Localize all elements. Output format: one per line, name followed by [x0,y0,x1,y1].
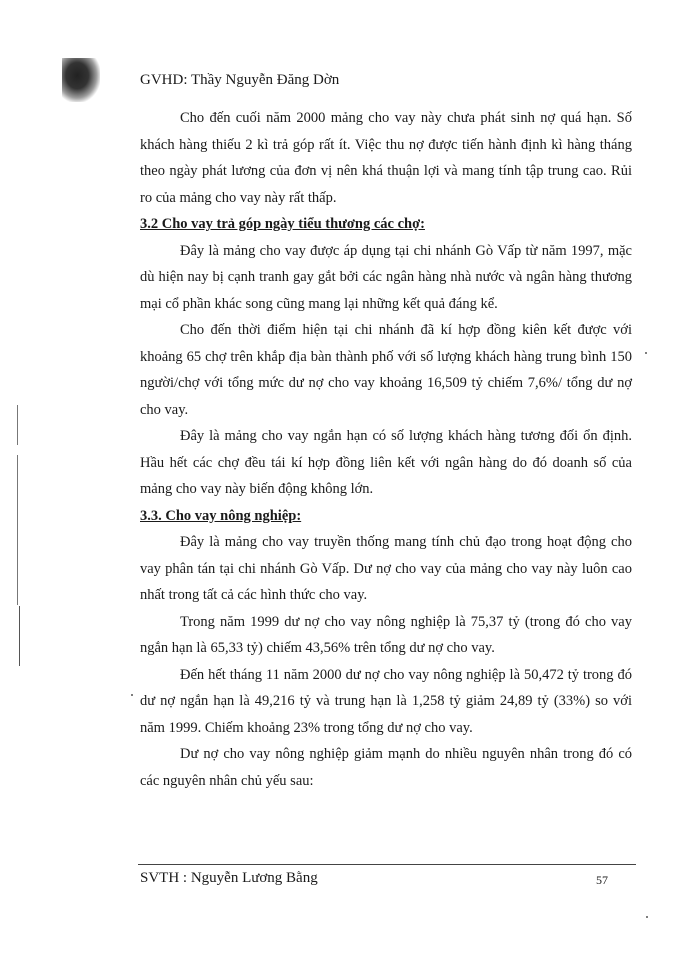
paragraph: Đến hết tháng 11 năm 2000 dư nợ cho vay nông nghiệp là 50,472 tỷ trong đó dư nợ ngắn hạn là 49,216 tỷ và trung hạn là 1,258 tỷ giảm 24,89 tỷ (33%) so với năm 1999. Chiếm khoảng 23% trong tổng dư nợ cho vay. [140,666,632,736]
paragraph: Dư nợ cho vay nông nghiệp giảm mạnh do nhiều nguyên nhân trong đó có các nguyên nhân chủ yếu sau: [140,746,632,789]
scan-artifact-dot [645,352,647,354]
scan-artifact-line [17,455,18,605]
page-footer: SVTH : Nguyễn Lương Bằng [140,870,318,886]
paragraph: Trong năm 1999 dư nợ cho vay nông nghiệp là 75,37 tỷ (trong đó cho vay ngắn hạn là 65,33 tỷ) chiếm 43,56% trên tổng dư nợ cho vay. [140,613,632,656]
paragraph: Cho đến cuối năm 2000 mảng cho vay này chưa phát sinh nợ quá hạn. Số khách hàng thiếu 2 kì trả góp rất ít. Việc thu nợ được tiến hành định kì hàng tháng theo ngày phát lương của đơn vị nên khá thuận lợi và mang tính tập trung cao. Rủi ro của mảng cho vay này rất thấp. [140,110,632,206]
page-number: 57 [596,873,608,887]
scan-artifact-dot [131,694,133,696]
scan-artifact [62,58,100,102]
paragraph: Đây là mảng cho vay truyền thống mang tính chủ đạo trong hoạt động cho vay phân tán tại chi nhánh Gò Vấp. Dư nợ cho vay của mảng cho vay này luôn cao nhất trong tất cả các hình thức cho vay. [140,534,632,603]
scan-artifact-dot [646,916,648,918]
scan-artifact-line [17,405,18,445]
paragraph: Đây là mảng cho vay ngắn hạn có số lượng khách hàng tương đối ổn định. Hầu hết các chợ đều tái kí hợp đồng liên kết với ngân hàng do đó doanh số của mảng cho vay này biến động không lớn. [140,428,632,497]
scan-artifact-line [19,606,20,666]
document-body [140,105,632,794]
paragraph: Cho đến thời điểm hiện tại chi nhánh đã kí hợp đồng kiên kết được với khoảng 65 chợ trên khắp địa bàn thành phố với số lượng khách hàng trung bình 150 người/chợ với tổng mức dư nợ cho vay khoảng 16,509 tỷ chiếm 7,6%/ tổng dư nợ cho vay. [140,322,632,418]
page-header: GVHD: Thầy Nguyễn Đăng Dờn [140,72,340,88]
section-heading-3-2: 3.2 Cho vay trả góp ngày tiểu thương các chợ: [140,216,425,232]
footer-divider [138,864,636,865]
paragraph: Đây là mảng cho vay được áp dụng tại chi nhánh Gò Vấp từ năm 1997, mặc dù hiện nay bị cạnh tranh gay gắt bởi các ngân hàng nhà nước và ngân hàng thương mại cổ phần khác song cũng mang lại những kết quả đáng kể. [140,242,632,312]
section-heading-3-3: 3.3. Cho vay nông nghiệp: [140,507,302,524]
